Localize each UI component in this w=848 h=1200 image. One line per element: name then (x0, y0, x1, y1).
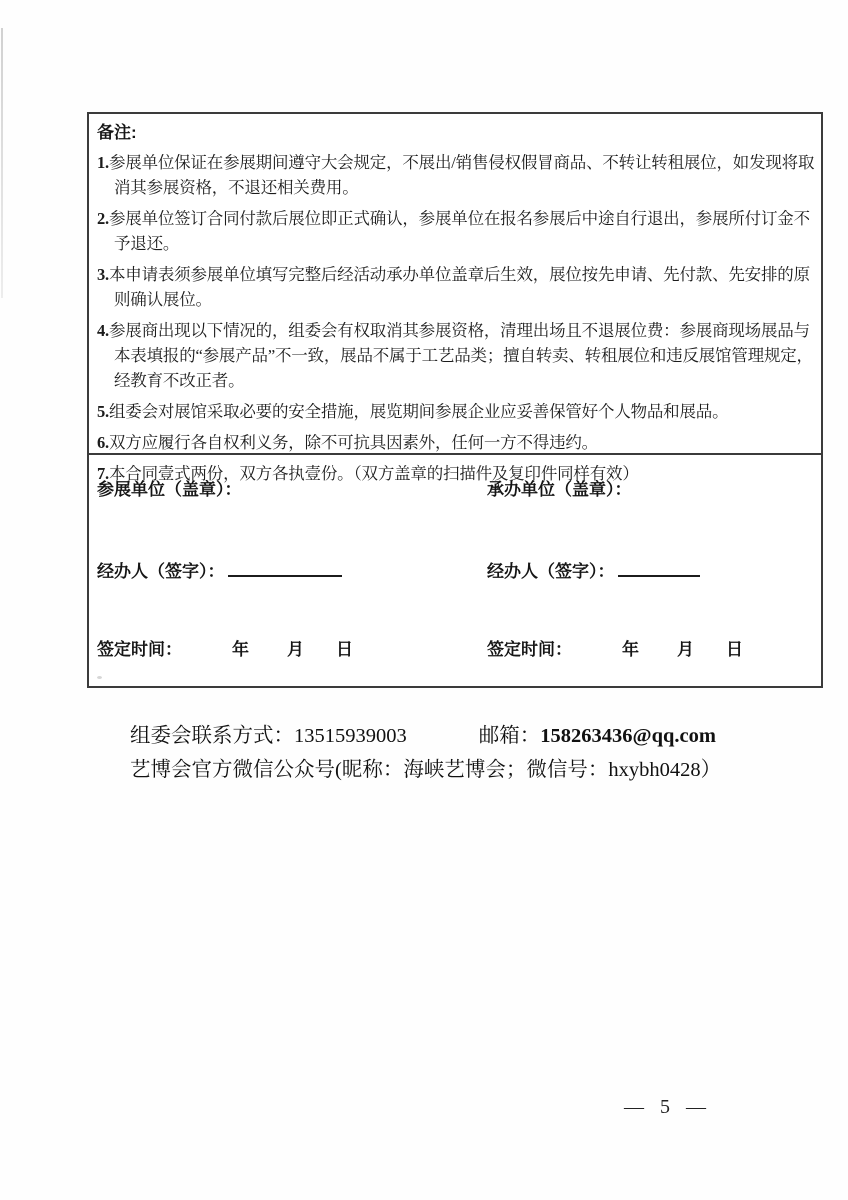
note-text: 本申请表须参展单位填写完整后经活动承办单位盖章后生效，展位按先申请、先付款、先安排的原则确认展位。 (108, 265, 810, 309)
committee-contact-label: 组委会联系方式： (130, 725, 294, 747)
wechat-info-line: 艺博会官方微信公众号(昵称：海峡艺博会；微信号：hxybh0428） (130, 759, 722, 781)
note-number: 2. (97, 209, 109, 228)
scan-speck-artifact (97, 676, 102, 679)
note-item-3 (97, 262, 816, 312)
exhibitor-stamp-label: 参展单位（盖章）： (97, 480, 242, 499)
organizer-date-cell (479, 635, 821, 660)
month-label: 月 (287, 640, 304, 659)
signer-row (89, 557, 821, 582)
contact-info (130, 720, 790, 787)
organizer-signature-line (618, 562, 700, 577)
date-row (89, 635, 821, 660)
note-item-2 (97, 206, 816, 256)
note-text: 双方应履行各自权利义务，除不可抗具因素外，任何一方不得违约。 (108, 433, 598, 452)
day-label: 日 (726, 640, 743, 659)
email-label: 邮箱： (478, 725, 541, 747)
note-text: 参展商出现以下情况的，组委会有权取消其参展资格，清理出场且不退展位费：参展商现场展品与本表填报的“参展产品”不一致，展品不属于工艺品类；擅自转卖、转租展位和违反展馆管理规定，经教育不改正者。 (108, 321, 813, 390)
exhibitor-date-label: 签定时间： (97, 640, 182, 659)
exhibitor-stamp-cell (89, 475, 479, 500)
contact-line-1 (130, 720, 790, 753)
exhibitor-signer-cell (89, 557, 479, 582)
note-number: 7. (97, 464, 109, 483)
note-number: 4. (97, 321, 109, 340)
stamp-row (89, 475, 821, 500)
organizer-stamp-label: 承办单位（盖章）： (487, 480, 632, 499)
email-address: 158263436@qq.com (540, 725, 716, 747)
note-number: 1. (97, 153, 109, 172)
organizer-date-label: 签定时间： (487, 640, 572, 659)
year-label: 年 (232, 640, 249, 659)
phone-number: 13515939003 (294, 725, 407, 747)
exhibitor-signature-line (228, 562, 342, 577)
organizer-signer-label: 经办人（签字）： (487, 562, 615, 581)
note-text: 本合同壹式两份，双方各执壹份。（双方盖章的扫描件及复印件同样有效） (108, 464, 639, 483)
notes-title: 备注: (97, 123, 137, 142)
organizer-stamp-cell (479, 475, 821, 500)
note-item-5 (97, 399, 816, 424)
note-text: 参展单位签订合同付款后展位即正式确认，参展单位在报名参展后中途自行退出，参展所付订金不予退还。 (108, 209, 810, 253)
note-item-4 (97, 318, 816, 393)
organizer-signer-cell (479, 557, 821, 582)
notes-section (89, 114, 821, 483)
note-number: 6. (97, 433, 109, 452)
note-text: 参展单位保证在参展期间遵守大会规定，不展出/销售侵权假冒商品、不转让转租展位，如发现将取消其参展资格，不退还相关费用。 (108, 153, 815, 197)
note-item-6 (97, 430, 816, 455)
year-label: 年 (622, 640, 639, 659)
exhibitor-date-cell (89, 635, 479, 660)
exhibitor-signer-label: 经办人（签字）： (97, 562, 225, 581)
email-group (479, 720, 716, 753)
note-number: 3. (97, 265, 109, 284)
notes-box (87, 112, 823, 688)
day-label: 日 (336, 640, 353, 659)
scan-edge-artifact (1, 28, 3, 298)
note-number: 5. (97, 402, 109, 421)
note-text: 组委会对展馆采取必要的安全措施，展览期间参展企业应妥善保管好个人物品和展品。 (108, 402, 729, 421)
signature-section (89, 455, 821, 686)
note-item-1 (97, 150, 816, 200)
month-label: 月 (677, 640, 694, 659)
page-number: — 5 — (624, 1096, 707, 1118)
